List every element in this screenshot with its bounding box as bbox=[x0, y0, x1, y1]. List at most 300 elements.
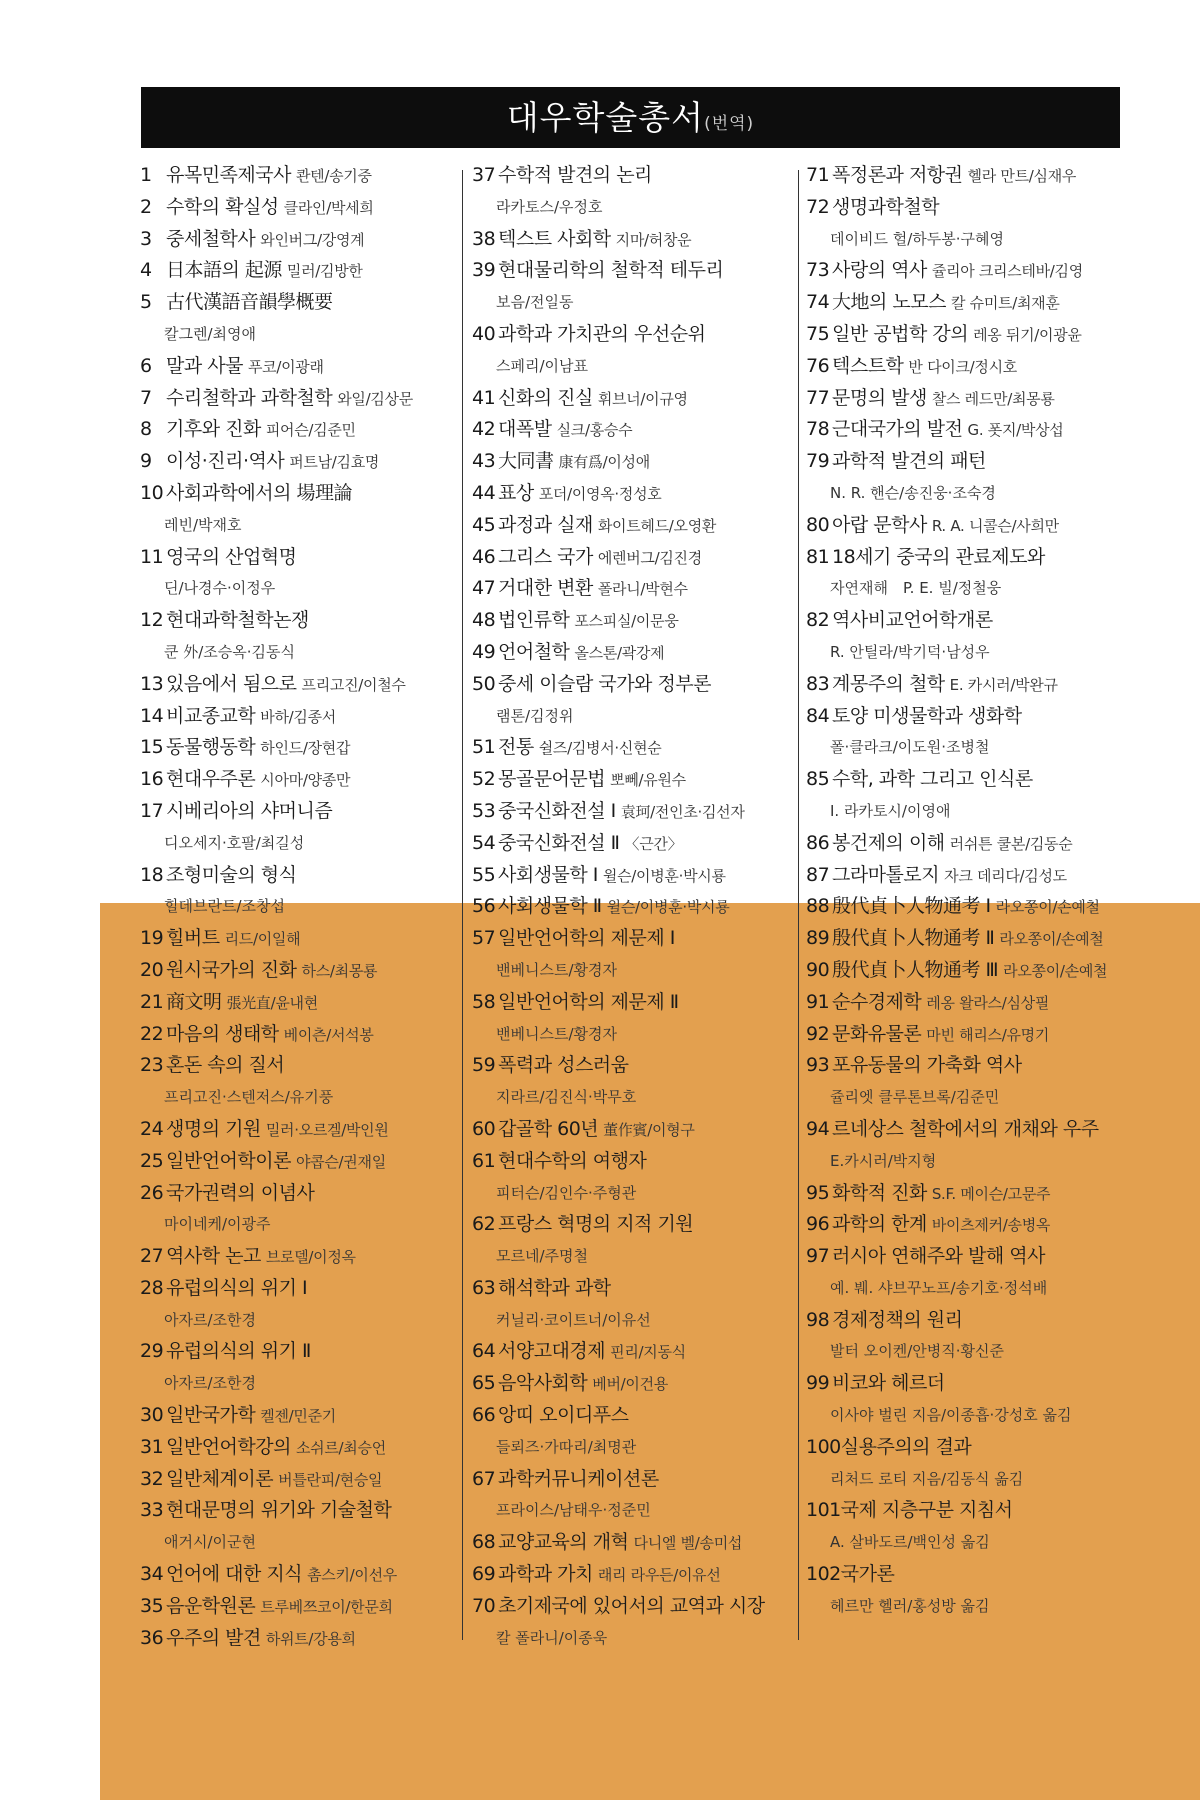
book-entry-line bbox=[472, 542, 794, 574]
book-entry-line bbox=[472, 573, 794, 605]
book-author-line: 피터슨/김인수·주형관 bbox=[496, 1183, 637, 1202]
book-entry-line bbox=[140, 224, 458, 256]
book-number: 89 bbox=[806, 927, 830, 950]
book-entry bbox=[472, 1114, 794, 1146]
book-author: 뽀뻬/유원수 bbox=[610, 771, 686, 790]
book-entry bbox=[472, 1368, 794, 1400]
book-author-line: 커닐리·코이트너/이유선 bbox=[496, 1310, 651, 1329]
book-number: 12 bbox=[140, 609, 164, 632]
book-number: 48 bbox=[472, 609, 496, 632]
book-number: 76 bbox=[806, 354, 830, 377]
book-author-line: 모르네/주명철 bbox=[496, 1247, 588, 1266]
book-number: 13 bbox=[140, 672, 164, 695]
book-author-line: 칼 폴라니/이종욱 bbox=[496, 1628, 608, 1647]
book-author: 라오쫑이/손예철 bbox=[1003, 961, 1108, 980]
book-title: 商文明 bbox=[166, 990, 222, 1013]
book-entry-line bbox=[806, 860, 1126, 892]
book-entry-line bbox=[806, 1019, 1126, 1051]
book-number: 32 bbox=[140, 1467, 164, 1490]
book-entry bbox=[806, 383, 1126, 415]
book-entry-line bbox=[472, 319, 794, 351]
book-entry-line bbox=[140, 732, 458, 764]
book-title: 현대물리학의 철학적 테두리 bbox=[498, 259, 724, 282]
book-title: 殷代貞卜人物通考 Ⅰ bbox=[832, 895, 991, 918]
book-entry-line bbox=[140, 446, 458, 478]
book-title: 이성·진리·역사 bbox=[166, 450, 285, 473]
book-entry-line bbox=[472, 224, 794, 256]
book-entry-line bbox=[806, 701, 1126, 733]
book-title: 포유동물의 가축화 역사 bbox=[832, 1054, 1022, 1077]
book-number: 58 bbox=[472, 990, 496, 1013]
book-entry-line bbox=[806, 1241, 1126, 1273]
book-title: 신화의 진실 bbox=[498, 386, 593, 409]
book-number: 4 bbox=[140, 259, 152, 282]
book-number: 50 bbox=[472, 672, 496, 695]
book-title: 사랑의 역사 bbox=[832, 259, 927, 282]
book-title: 대폭발 bbox=[498, 418, 552, 441]
book-entry-line bbox=[472, 987, 794, 1019]
book-author: 바하/김종서 bbox=[260, 707, 336, 726]
book-number: 9 bbox=[140, 450, 152, 473]
book-number: 51 bbox=[472, 736, 496, 759]
book-entry bbox=[140, 1623, 458, 1655]
book-entry-line bbox=[472, 1400, 794, 1432]
book-entry-line bbox=[472, 1336, 794, 1368]
book-entry bbox=[472, 891, 794, 923]
book-entry bbox=[472, 796, 794, 828]
book-entry-line bbox=[140, 542, 458, 574]
book-entry bbox=[472, 542, 794, 574]
book-author: 쉴즈/김병서·신현순 bbox=[538, 739, 662, 758]
book-author-line: 힐데브란트/조창섭 bbox=[164, 897, 285, 916]
book-entry-line bbox=[472, 605, 794, 637]
book-author-line: 프리고진·스텐저스/유기풍 bbox=[164, 1088, 334, 1107]
book-title: 과학의 한계 bbox=[832, 1213, 927, 1236]
book-title: 유목민족제국사 bbox=[166, 164, 291, 186]
book-title: 말과 사물 bbox=[166, 354, 243, 377]
book-author: 찰스 레드만/최몽룡 bbox=[931, 389, 1055, 408]
book-author-line: 헤르만 헬러/홍성방 옮김 bbox=[830, 1596, 990, 1615]
book-entry-line bbox=[472, 1591, 794, 1623]
book-number: 87 bbox=[806, 863, 830, 886]
book-author: 자크 데리다/김성도 bbox=[944, 866, 1067, 885]
book-number: 8 bbox=[140, 418, 152, 441]
book-title: 실용주의의 결과 bbox=[840, 1435, 972, 1458]
book-author: 러쉬튼 쿨본/김동순 bbox=[949, 834, 1073, 853]
book-number: 73 bbox=[806, 259, 830, 282]
book-entry bbox=[806, 1241, 1126, 1305]
book-entry bbox=[806, 860, 1126, 892]
book-author: 퍼트남/김효명 bbox=[289, 453, 380, 472]
book-entry-line bbox=[140, 1495, 458, 1527]
book-title: 언어에 대한 지식 bbox=[166, 1563, 303, 1586]
book-title: 계몽주의 철학 bbox=[832, 672, 945, 695]
book-title: 근대국가의 발전 bbox=[832, 418, 963, 441]
book-author-line: 밴베니스트/황경자 bbox=[496, 960, 617, 979]
book-author: 반 다이크/정시호 bbox=[908, 357, 1017, 376]
book-entry-line bbox=[472, 637, 794, 669]
book-entry-line bbox=[472, 510, 794, 542]
book-number: 17 bbox=[140, 799, 164, 822]
book-entry bbox=[140, 605, 458, 669]
book-author: 브로델/이정옥 bbox=[265, 1248, 356, 1267]
book-entry-line bbox=[472, 1559, 794, 1591]
book-entry bbox=[140, 1178, 458, 1242]
book-title: 현대과학철학논쟁 bbox=[166, 609, 309, 632]
book-title: 토양 미생물학과 생화학 bbox=[832, 704, 1022, 727]
book-entry-line bbox=[140, 955, 458, 987]
book-title: 과학적 발견의 패턴 bbox=[832, 450, 986, 473]
book-number: 82 bbox=[806, 609, 830, 632]
book-author-line: 램톤/김정위 bbox=[496, 706, 574, 725]
book-entry bbox=[806, 1368, 1126, 1432]
book-title: 화학적 진화 bbox=[832, 1181, 927, 1204]
book-title: 해석학과 과학 bbox=[498, 1276, 611, 1299]
book-title: 현대우주론 bbox=[166, 768, 256, 791]
book-author-line: N. R. 핸슨/송진웅·조숙경 bbox=[830, 483, 996, 502]
book-title: 殷代貞卜人物通考 Ⅲ bbox=[832, 958, 999, 981]
book-entry-line bbox=[806, 764, 1126, 796]
book-title: 日本語의 起源 bbox=[166, 259, 282, 282]
book-number: 88 bbox=[806, 895, 830, 918]
book-author: 콴텐/송기중 bbox=[295, 167, 372, 185]
book-entry bbox=[140, 446, 458, 478]
book-number: 3 bbox=[140, 227, 152, 250]
book-title: 유럽의식의 위기 Ⅱ bbox=[166, 1340, 311, 1363]
book-entry-line bbox=[140, 1623, 458, 1655]
book-entry bbox=[806, 1050, 1126, 1114]
book-number: 102 bbox=[806, 1563, 841, 1586]
book-number: 97 bbox=[806, 1245, 830, 1268]
book-number: 46 bbox=[472, 545, 496, 568]
book-number: 20 bbox=[140, 958, 164, 981]
book-entry bbox=[806, 1178, 1126, 1210]
book-entry-line bbox=[140, 1178, 458, 1210]
book-author: 윌슨/이병훈·박시룡 bbox=[602, 866, 726, 885]
book-number: 41 bbox=[472, 386, 496, 409]
book-author-line: 이사야 벌린 지음/이종흡·강성호 옮김 bbox=[830, 1406, 1072, 1425]
book-entry bbox=[806, 1209, 1126, 1241]
book-number: 5 bbox=[140, 291, 152, 314]
book-title: 古代漢語音韻學概要 bbox=[166, 291, 333, 314]
book-entry bbox=[806, 1432, 1126, 1496]
book-entry bbox=[472, 987, 794, 1051]
book-entry bbox=[140, 1241, 458, 1273]
book-title: 역사학 논고 bbox=[166, 1245, 261, 1268]
book-author: 야콥슨/권재일 bbox=[295, 1152, 386, 1171]
book-entry-line bbox=[140, 192, 458, 224]
book-author: 포스피실/이문웅 bbox=[574, 612, 679, 631]
book-number: 95 bbox=[806, 1181, 830, 1204]
book-title: 과학과 가치관의 우선순위 bbox=[498, 322, 706, 345]
book-title: 문화유물론 bbox=[832, 1022, 922, 1045]
book-title: 현대수학의 여행자 bbox=[498, 1149, 647, 1172]
book-number: 43 bbox=[472, 450, 496, 473]
book-entry bbox=[140, 987, 458, 1019]
book-number: 23 bbox=[140, 1054, 164, 1077]
book-entry-line bbox=[472, 732, 794, 764]
book-title: 음운학원론 bbox=[166, 1594, 256, 1617]
book-entry-line bbox=[806, 287, 1126, 319]
book-author: 董作賓/이형구 bbox=[603, 1120, 695, 1139]
book-entry bbox=[140, 796, 458, 860]
book-author: 버틀란피/현승일 bbox=[278, 1470, 383, 1489]
book-entry-line bbox=[472, 255, 794, 287]
book-entry-line bbox=[140, 1591, 458, 1623]
book-author: 실크/홍승수 bbox=[556, 421, 633, 440]
book-entry bbox=[472, 255, 794, 319]
book-title: 비교종교학 bbox=[166, 704, 256, 727]
book-entry bbox=[472, 637, 794, 669]
book-title: 大地의 노모스 bbox=[832, 291, 946, 314]
book-number: 30 bbox=[140, 1404, 164, 1427]
book-author: 레옹 뒤기/이광윤 bbox=[973, 325, 1082, 344]
book-entry-line bbox=[140, 1273, 458, 1305]
book-number: 90 bbox=[806, 958, 830, 981]
book-title: 러시아 연해주와 발해 역사 bbox=[832, 1245, 1046, 1268]
book-number: 57 bbox=[472, 927, 496, 950]
book-entry bbox=[140, 1050, 458, 1114]
book-entry bbox=[472, 1209, 794, 1273]
book-title: 힐버트 bbox=[166, 927, 220, 950]
book-entry-line bbox=[140, 669, 458, 701]
book-title: 앙띠 오이디푸스 bbox=[498, 1404, 629, 1427]
book-title: 원시국가의 진화 bbox=[166, 958, 297, 981]
book-entry-line bbox=[140, 1432, 458, 1464]
book-entry bbox=[140, 1273, 458, 1337]
book-author: 하스/최몽룡 bbox=[301, 961, 378, 980]
book-author: G. 폿지/박상섭 bbox=[967, 421, 1064, 440]
book-number: 71 bbox=[806, 164, 830, 186]
book-author: 밀러/김방한 bbox=[286, 262, 363, 281]
book-author-line: 발터 오이켄/안병직·황신준 bbox=[830, 1342, 1004, 1361]
book-entry-line bbox=[472, 1146, 794, 1178]
book-entry-line bbox=[140, 478, 458, 510]
book-number: 6 bbox=[140, 354, 152, 377]
book-entry bbox=[140, 1146, 458, 1178]
book-number: 84 bbox=[806, 704, 830, 727]
book-entry bbox=[140, 1432, 458, 1464]
book-entry-line bbox=[806, 891, 1126, 923]
book-number: 53 bbox=[472, 799, 496, 822]
book-entry-line bbox=[140, 1559, 458, 1591]
book-entry-line bbox=[806, 351, 1126, 383]
book-title: 폭력과 성스러움 bbox=[498, 1054, 629, 1077]
book-entry-line bbox=[140, 1241, 458, 1273]
book-number: 69 bbox=[472, 1563, 496, 1586]
book-list-column-1 bbox=[140, 160, 458, 1654]
book-title: 생명과학철학 bbox=[832, 195, 940, 218]
book-entry bbox=[140, 860, 458, 924]
book-title: 일반언어학의 제문제 Ⅰ bbox=[498, 927, 675, 950]
book-number: 16 bbox=[140, 768, 164, 791]
column-divider bbox=[462, 170, 463, 1640]
book-author: 클라인/박세희 bbox=[283, 198, 374, 217]
book-entry bbox=[472, 1527, 794, 1559]
book-author: 소쉬르/최승언 bbox=[295, 1438, 386, 1457]
book-entry-line bbox=[140, 255, 458, 287]
book-entry-line bbox=[472, 1209, 794, 1241]
book-number: 85 bbox=[806, 768, 830, 791]
series-subtitle: (번역) bbox=[704, 114, 755, 134]
book-entry bbox=[140, 764, 458, 796]
book-number: 61 bbox=[472, 1149, 496, 1172]
book-title: 기후와 진화 bbox=[166, 418, 261, 441]
book-author-line: 라카토스/우정호 bbox=[496, 197, 603, 216]
book-entry-line bbox=[472, 764, 794, 796]
book-title: 순수경제학 bbox=[832, 990, 922, 1013]
book-entry-line bbox=[806, 1305, 1126, 1337]
book-title: 사회생물학 Ⅰ bbox=[498, 863, 598, 886]
book-entry-line bbox=[140, 605, 458, 637]
book-author-line: 칼그렌/최영애 bbox=[164, 324, 256, 343]
book-entry-line bbox=[806, 987, 1126, 1019]
book-number: 31 bbox=[140, 1435, 164, 1458]
book-number: 86 bbox=[806, 831, 830, 854]
book-title: 르네상스 철학에서의 개채와 우주 bbox=[832, 1117, 1099, 1140]
book-number: 75 bbox=[806, 322, 830, 345]
book-title: 유럽의식의 위기 Ⅰ bbox=[166, 1276, 308, 1299]
book-number: 56 bbox=[472, 895, 496, 918]
book-entry bbox=[806, 669, 1126, 701]
book-title: 일반 공법학 강의 bbox=[832, 322, 969, 345]
book-number: 70 bbox=[472, 1594, 496, 1617]
book-entry-line bbox=[472, 1368, 794, 1400]
book-title: 교양교육의 개혁 bbox=[498, 1531, 629, 1554]
book-entry-line bbox=[472, 414, 794, 446]
book-number: 34 bbox=[140, 1563, 164, 1586]
book-entry-line bbox=[806, 955, 1126, 987]
book-entry-line bbox=[472, 1114, 794, 1146]
book-entry bbox=[806, 192, 1126, 256]
book-entry bbox=[140, 732, 458, 764]
book-number: 83 bbox=[806, 672, 830, 695]
book-number: 59 bbox=[472, 1054, 496, 1077]
book-entry-line bbox=[472, 1464, 794, 1496]
book-number: 92 bbox=[806, 1022, 830, 1045]
book-entry bbox=[140, 923, 458, 955]
book-entry bbox=[806, 701, 1126, 765]
book-author-line: 애거시/이군현 bbox=[164, 1533, 256, 1552]
book-entry bbox=[140, 1114, 458, 1146]
book-title: 시베리아의 샤머니즘 bbox=[166, 799, 333, 822]
book-number: 33 bbox=[140, 1499, 164, 1522]
book-entry-line bbox=[806, 1114, 1126, 1146]
book-author: 켈젠/민준기 bbox=[260, 1407, 336, 1426]
book-number: 7 bbox=[140, 386, 152, 409]
book-author: 마빈 해리스/유명기 bbox=[926, 1025, 1050, 1044]
book-title: 중세철학사 bbox=[166, 227, 256, 250]
book-title: 국가론 bbox=[840, 1563, 895, 1586]
book-number: 52 bbox=[472, 768, 496, 791]
book-entry bbox=[806, 510, 1126, 542]
book-entry bbox=[140, 255, 458, 287]
book-number: 19 bbox=[140, 927, 164, 950]
book-title: 사회생물학 Ⅱ bbox=[498, 895, 602, 918]
book-entry-line bbox=[806, 1559, 1126, 1591]
book-entry bbox=[806, 955, 1126, 987]
book-author: 와일/김상문 bbox=[337, 389, 413, 408]
book-number: 60 bbox=[472, 1117, 496, 1140]
book-entry-line bbox=[140, 1464, 458, 1496]
book-author: 윌슨/이병훈·박시룡 bbox=[606, 898, 730, 917]
book-author: 다니엘 벨/송미섭 bbox=[633, 1534, 743, 1553]
book-author-line: 쥴리엣 클루톤브록/김준민 bbox=[830, 1088, 1000, 1107]
book-title: 영국의 산업혁명 bbox=[166, 545, 297, 568]
book-entry bbox=[140, 478, 458, 542]
book-number: 80 bbox=[806, 513, 830, 536]
book-author: 레옹 왈라스/심상필 bbox=[926, 993, 1050, 1012]
book-number: 100 bbox=[806, 1435, 841, 1458]
book-entry-line bbox=[472, 1050, 794, 1082]
book-title: 殷代貞卜人物通考 Ⅱ bbox=[832, 927, 995, 950]
book-entry-line bbox=[806, 160, 1126, 192]
book-entry-line bbox=[140, 414, 458, 446]
book-number: 68 bbox=[472, 1531, 496, 1554]
book-number: 96 bbox=[806, 1213, 830, 1236]
book-title: 18세기 중국의 관료제도와 bbox=[832, 545, 1045, 568]
series-title-bar bbox=[141, 87, 1120, 148]
book-entry bbox=[140, 414, 458, 446]
book-title: 과학과 가치 bbox=[498, 1563, 593, 1586]
book-entry bbox=[472, 160, 794, 224]
book-entry bbox=[472, 860, 794, 892]
book-entry-line bbox=[140, 1336, 458, 1368]
book-entry-line bbox=[140, 1400, 458, 1432]
book-number: 66 bbox=[472, 1404, 496, 1427]
book-entry-line bbox=[472, 891, 794, 923]
book-author: 칼 슈미트/최재훈 bbox=[950, 294, 1060, 313]
book-entry-line bbox=[140, 1114, 458, 1146]
book-author: 하위트/강용희 bbox=[265, 1629, 356, 1648]
book-title: 중국신화전설 Ⅰ bbox=[498, 799, 616, 822]
book-author: 張光直/윤내현 bbox=[226, 993, 318, 1012]
book-title: 현대문명의 위기와 기술철학 bbox=[166, 1499, 392, 1522]
book-author: 쥴리아 크리스테바/김영 bbox=[931, 262, 1083, 281]
book-list-column-2 bbox=[472, 160, 794, 1654]
book-number: 22 bbox=[140, 1022, 164, 1045]
book-title: 초기제국에 있어서의 교역과 시장 bbox=[498, 1594, 765, 1617]
book-number: 14 bbox=[140, 704, 164, 727]
book-number: 29 bbox=[140, 1340, 164, 1363]
book-number: 42 bbox=[472, 418, 496, 441]
book-entry bbox=[140, 1559, 458, 1591]
book-author-line: 자연재해 P. E. 빌/정철웅 bbox=[830, 579, 1002, 598]
book-title: 과학커뮤니케이션론 bbox=[498, 1467, 659, 1490]
book-entry bbox=[806, 160, 1126, 192]
book-title: 몽골문어문법 bbox=[498, 768, 606, 791]
book-author: R. A. 니콜슨/사희만 bbox=[931, 516, 1059, 535]
book-author: 袁珂/전인초·김선자 bbox=[620, 802, 745, 821]
book-title: 마음의 생태학 bbox=[166, 1022, 279, 1045]
book-entry-line bbox=[806, 542, 1126, 574]
book-title: 역사비교언어학개론 bbox=[832, 609, 993, 632]
book-title: 조형미술의 형식 bbox=[166, 863, 297, 886]
book-entry bbox=[472, 414, 794, 446]
book-title: 중세 이슬람 국가와 정부론 bbox=[498, 672, 712, 695]
book-title: 중국신화전설 Ⅱ bbox=[498, 831, 620, 854]
book-entry bbox=[806, 764, 1126, 828]
book-number: 18 bbox=[140, 863, 164, 886]
book-title: 사회과학에서의 場理論 bbox=[166, 481, 353, 504]
book-author: 푸코/이광래 bbox=[247, 357, 324, 376]
book-number: 47 bbox=[472, 577, 496, 600]
book-number: 94 bbox=[806, 1117, 830, 1140]
book-author: 올스톤/곽강제 bbox=[574, 643, 665, 662]
book-entry-line bbox=[806, 1368, 1126, 1400]
book-author-line: 밴베니스트/황경자 bbox=[496, 1024, 617, 1043]
book-number: 91 bbox=[806, 990, 830, 1013]
